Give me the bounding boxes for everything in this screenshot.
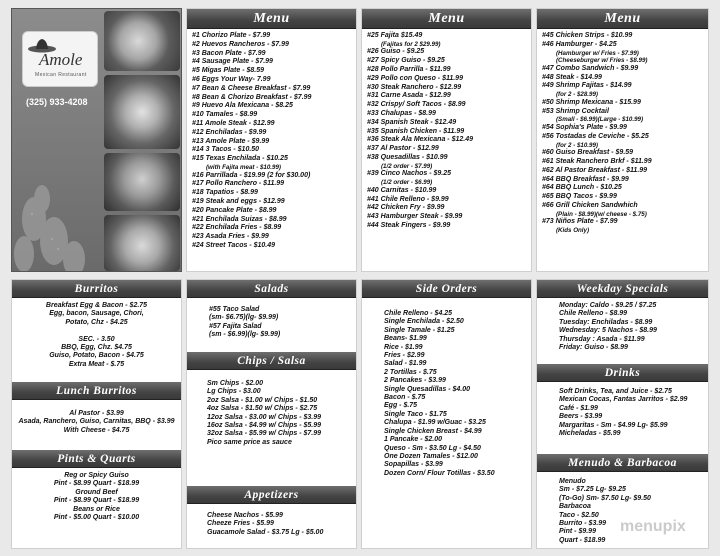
- menu-line: #65 BBQ Tacos - $9.99: [542, 193, 617, 201]
- menu-line: Micheladas - $5.99: [559, 430, 621, 438]
- menu-line: #42 Chicken Fry - $9.99: [367, 204, 445, 212]
- menu-line: #26 Guiso - $9.25: [367, 48, 425, 56]
- menu-line: One Dozen Tamales - $12.00: [384, 452, 478, 460]
- menu-line: (1/2 order - $6.99): [381, 179, 433, 187]
- pints-list: [12, 468, 181, 524]
- menu-line: #49 Shrimp Fajitas - $14.99: [542, 82, 632, 90]
- menu-line: #4 Sausage Plate - $7.99: [192, 58, 273, 66]
- menu-line: Salad - $1.99: [384, 360, 427, 368]
- menu-line: Reg or Spicy Guiso: [64, 472, 129, 479]
- sides-header: Side Orders: [362, 280, 531, 298]
- menu-line: Extra Meat - $.75: [68, 360, 125, 368]
- menu-line: (sm- $6.75)(lg- $9.99): [209, 314, 279, 322]
- food-photo-1: [104, 11, 180, 71]
- menu-line: #17 Pollo Ranchero - $11.99: [192, 180, 285, 188]
- lunch-burritos-header: Lunch Burritos: [12, 382, 181, 400]
- watermark: menupix: [620, 518, 686, 535]
- menu-line: Chile Relleno - $4.25: [384, 310, 453, 317]
- appetizers-header: Appetizers: [187, 486, 356, 504]
- menu-line: (1/2 order - $7.99): [381, 162, 433, 170]
- menu-line: #22 Enchilada Fries - $8.99: [192, 224, 282, 232]
- menu-line: #15 Texas Enchilada - $10.25: [192, 155, 288, 163]
- menu-line: #56 Tostadas de Ceviche - $5.25: [542, 132, 649, 140]
- salads-header: Salads: [187, 280, 356, 298]
- menu-line: Cheeze Fries - $5.99: [207, 520, 274, 528]
- burritos-list: [12, 298, 181, 382]
- menu-line: Egg - $.75: [384, 402, 418, 410]
- burritos-panel: [11, 279, 182, 549]
- lunch-burritos-list: [12, 400, 181, 450]
- menu-2-list: [362, 29, 531, 231]
- menu-line: #39 Cinco Nachos - $9.25: [367, 170, 452, 178]
- menu-line: Thursday : Asada - $11.99: [559, 335, 645, 343]
- menu-line: #13 Amole Plate - $9.99: [192, 137, 270, 145]
- menu-line: #64 BBQ Breakfast - $9.99: [542, 175, 629, 183]
- menu-line: Pint - $5.00 Quart - $10.00: [53, 514, 140, 522]
- menu-line: #21 Enchilada Suizas - $8.99: [192, 215, 287, 223]
- menu-line: Lg Chips - $3.00: [207, 388, 261, 396]
- menu-line: (Cheeseburger w/ Fries - $8.99): [556, 57, 648, 65]
- menu-line: #19 Steak and eggs - $12.99: [192, 197, 285, 205]
- menu-line: #7 Bean & Cheese Breakfast - $7.99: [192, 84, 311, 92]
- menu-3-list: [537, 29, 708, 235]
- burritos-header: Burritos: [12, 280, 181, 298]
- menu-line: Bacon - $.75: [384, 394, 426, 402]
- menu-line: #3 Bacon Plate - $7.99: [192, 49, 266, 57]
- menu-line: #45 Chicken Strips - $10.99: [542, 32, 633, 39]
- phone-number: (325) 933-4208: [26, 97, 88, 107]
- menu-line: Al Pastor - $3.99: [69, 410, 124, 417]
- menu-line: #35 Spanish Chicken - $11.99: [367, 127, 465, 135]
- menu-3-header: Menu: [537, 9, 708, 29]
- menu-line: [16, 327, 177, 335]
- salads-panel: [186, 279, 357, 549]
- menu-line: Menudo: [559, 478, 586, 485]
- menu-line: Chalupa - $1.99 w/Guac - $3.25: [384, 419, 486, 427]
- menu-line: SEC. - 3.50: [78, 335, 115, 343]
- menu-line: (Fajitas for 2 $29.99): [381, 40, 441, 48]
- menu-line: #10 Tamales - $8.99: [192, 111, 258, 119]
- menu-line: #47 Combo Sandwich - $9.99: [542, 64, 639, 72]
- menu-line: Taco - $2.50: [559, 511, 599, 519]
- menu-line: Burrito - $3.99: [559, 520, 607, 528]
- menu-line: #46 Hamburger - $4.25: [542, 40, 617, 48]
- menu-line: Cheese Nachos - $5.99: [207, 512, 283, 519]
- menu-line: Single Quesadillas - $4.00: [384, 385, 470, 393]
- menu-line: Single Chicken Breast - $4.99: [384, 427, 482, 435]
- menu-line: #12 Enchiladas - $9.99: [192, 128, 267, 136]
- menu-line: 2oz Salsa - $1.00 w/ Chips - $1.50: [207, 396, 318, 404]
- menu-line: #41 Chile Relleno - $9.99: [367, 195, 449, 203]
- menu-line: #5 Migas Plate - $8.59: [192, 67, 264, 75]
- food-photo-2: [104, 75, 180, 149]
- menu-line: #57 Fajita Salad: [209, 322, 262, 330]
- chips-list: [187, 370, 356, 486]
- menu-line: Café - $1.99: [559, 404, 598, 412]
- menu-line: #33 Chalupas - $8.99: [367, 109, 436, 117]
- menu-line: Tuesday: Enchiladas - $8.99: [559, 318, 653, 326]
- menu-line: #64 BBQ Lunch - $10.25: [542, 184, 622, 192]
- menu-line: #24 Street Tacos - $10.49: [192, 241, 276, 249]
- menu-line: #28 Pollo Parrilla - $11.99: [367, 65, 451, 73]
- logo-tagline: Mexican Restaurant: [35, 72, 87, 78]
- menu-line: #20 Pancake Plate - $8.99: [192, 206, 277, 214]
- sides-panel: [361, 279, 532, 549]
- menu-line: #37 Al Pastor - $12.99: [367, 145, 439, 153]
- menu-line: #16 Parrillada - $19.99 (2 for $30.00): [192, 171, 311, 179]
- menu-line: #6 Eggs Your Way- 7.99: [192, 75, 271, 83]
- menu-line: #50 Shrimp Mexicana - $15.99: [542, 98, 641, 106]
- menu-line: #18 Tapatios - $8.99: [192, 189, 258, 197]
- menu-line: #25 Fajita $15.49: [367, 32, 423, 39]
- menu-line: (sm - $6.99)(lg- $9.99): [209, 331, 281, 339]
- menu-line: #61 Steak Ranchero Brkf - $11.99: [542, 157, 652, 165]
- menu-line: Guacamole Salad - $3.75 Lg - $5.00: [207, 528, 324, 536]
- menu-line: Mexican Cocas, Fantas Jarritos - $2.99: [559, 396, 688, 404]
- menu-line: #60 Guiso Breakfast - $9.59: [542, 149, 634, 157]
- menu-line: 16oz Salsa - $4.99 w/ Chips - $5.99: [207, 422, 321, 430]
- menu-line: (To-Go) Sm- $7.50 Lg- $9.50: [559, 494, 651, 502]
- menu-line: Sm Chips - $2.00: [207, 380, 264, 387]
- menu-line: Single Enchilada - $2.50: [384, 318, 464, 326]
- menu-line: Ground Beef: [75, 488, 118, 496]
- menu-line: Rice - $1.99: [384, 343, 423, 351]
- menu-line: #11 Amole Steak - $12.99: [192, 119, 275, 127]
- menu-line: Beans- $1.99: [384, 335, 427, 343]
- menu-line: Friday: Guiso - $8.99: [559, 344, 628, 352]
- menu-line: Pico same price as sauce: [207, 438, 292, 446]
- menu-line: Egg, bacon, Sausage, Chori,: [49, 310, 144, 318]
- menu-line: (Small - $6.99)(Large - $10.99): [556, 116, 644, 124]
- menu-line: #55 Taco Salad: [209, 306, 260, 313]
- drinks-list: [537, 382, 708, 454]
- menu-line: #40 Carnitas - $10.99: [367, 186, 437, 194]
- menu-line: Margaritas - Sm - $4.99 Lg- $5.99: [559, 421, 668, 429]
- menu-line: #44 Steak Fingers - $9.99: [367, 221, 451, 229]
- menu-line: Pint - $8.99 Quart - $18.99: [53, 480, 140, 488]
- menu-line: #73 Niños Plate - $7.99: [542, 218, 618, 226]
- brand-panel: [11, 8, 182, 272]
- pints-header: Pints & Quarts: [12, 450, 181, 468]
- menu-line: Asada, Ranchero, Guiso, Carnitas, BBQ - $3.99: [18, 418, 175, 426]
- logo: [22, 31, 98, 87]
- menu-line: Monday: Caldo - $9.25 / $7.25: [559, 302, 657, 309]
- menu-line: #23 Asada Fries - $9.99: [192, 233, 269, 241]
- menu-1-list: [187, 29, 356, 251]
- menu-line: 4oz Salsa - $1.50 w/ Chips - $2.75: [207, 405, 318, 413]
- menu-line: #27 Spicy Guiso - $9.25: [367, 57, 445, 65]
- food-photo-4: [104, 215, 180, 271]
- weekday-list: [537, 298, 708, 364]
- menu-line: Queso - Sm - $3.50 Lg - $4.50: [384, 444, 481, 452]
- menu-line: #31 Carne Asada - $12.99: [367, 92, 451, 100]
- menu-1-header: Menu: [187, 9, 356, 29]
- appetizers-list: [187, 504, 356, 539]
- menu-line: Potato, Chz - $4.25: [65, 318, 128, 326]
- menu-line: #38 Quesadillas - $10.99: [367, 153, 448, 161]
- menu-line: Barbacoa: [559, 503, 591, 511]
- menu-line: Guiso, Potato, Bacon - $4.75: [49, 352, 144, 360]
- menu-line: 1 Pancake - $2.00: [384, 436, 442, 444]
- menu-line: (Plain - $8.99)(w/ cheese - $.75): [556, 210, 647, 218]
- sides-list: [362, 298, 531, 480]
- menu-line: Sopapillas - $3.99: [384, 461, 443, 469]
- menu-line: Single Taco - $1.75: [384, 410, 447, 418]
- chips-header: Chips / Salsa: [187, 352, 356, 370]
- menu-line: #29 Pollo con Queso - $11.99: [367, 74, 463, 82]
- menu-line: #30 Steak Ranchero - $12.99: [367, 83, 462, 91]
- menudo-header: Menudo & Barbacoa: [537, 454, 708, 472]
- menu-line: (for 2 - $28.99): [556, 91, 598, 99]
- menu-line: #53 Shrimp Cocktail: [542, 107, 609, 115]
- drinks-header: Drinks: [537, 364, 708, 382]
- salads-list: [187, 298, 356, 352]
- menu-line: Fries - $2.99: [384, 352, 425, 360]
- menu-line: Pint - $8.99 Quart - $18.99: [53, 497, 140, 505]
- menu-panel-3: [536, 8, 709, 272]
- menu-line: #66 Grill Chicken Sandwhich: [542, 201, 638, 209]
- menu-line: Breakfast Egg & Bacon - $2.75: [45, 302, 148, 309]
- menu-line: (for 2 - $10.99): [556, 141, 598, 149]
- menu-line: #54 Sophia's Plate - $9.99: [542, 123, 627, 131]
- menu-line: (Hamburger w/ Fries - $7.99): [556, 49, 639, 57]
- menu-line: Chile Relleno - $8.99: [559, 310, 628, 318]
- food-photo-3: [104, 153, 180, 211]
- menu-line: 2 Tortillas - $.75: [384, 368, 437, 376]
- weekday-header: Weekday Specials: [537, 280, 708, 298]
- menu-line: Sm - $7.25 Lg- $9.25: [559, 486, 626, 494]
- menu-line: 32oz Salsa - $5.99 w/ Chips - $7.99: [207, 430, 321, 438]
- menu-line: Quart - $18.99: [559, 536, 606, 544]
- menu-line: #36 Steak Ala Mexicana - $12.49: [367, 136, 473, 144]
- menu-line: With Cheese - $4.75: [63, 426, 130, 434]
- menu-panel-1: [186, 8, 357, 272]
- menu-line: 12oz Salsa - $3.00 w/ Chips - $3.99: [207, 413, 321, 421]
- menu-line: #2 Huevos Rancheros - $7.99: [192, 40, 289, 48]
- menu-line: #8 Bean & Chorizo Breakfast - $7.99: [192, 93, 312, 101]
- menu-line: #14 3 Tacos - $10.50: [192, 146, 260, 154]
- menu-line: Beers - $3.99: [559, 413, 603, 421]
- menu-line: #43 Hamburger Steak - $9.99: [367, 213, 463, 221]
- menu-line: Wednesday: 5 Nachos - $8.99: [559, 327, 657, 335]
- menu-line: (with Fajita meat - $10.99): [206, 163, 281, 171]
- menu-line: #32 Crispy/ Soft Tacos - $8.99: [367, 101, 466, 109]
- menu-line: Beans or Rice: [73, 505, 120, 513]
- menu-line: #62 Al Pastor Breakfast - $11.99: [542, 166, 648, 174]
- menu-line: (Kids Only): [556, 227, 590, 235]
- menu-line: #34 Spanish Steak - $12.49: [367, 118, 457, 126]
- menu-2-header: Menu: [362, 9, 531, 29]
- menu-line: Pint - $9.99: [559, 528, 596, 536]
- menu-line: #48 Steak - $14.99: [542, 73, 602, 81]
- menu-line: #9 Huevo Ala Mexicana - $8.25: [192, 102, 293, 110]
- logo-text: Amole: [39, 50, 83, 69]
- menu-line: Soft Drinks, Tea, and Juice - $2.75: [559, 388, 672, 395]
- specials-panel: [536, 279, 709, 549]
- menu-panel-2: [361, 8, 532, 272]
- menu-line: Single Tamale - $1.25: [384, 326, 455, 334]
- menu-line: #1 Chorizo Plate - $7.99: [192, 32, 271, 39]
- menu-line: Dozen Corn/ Flour Totillas - $3.50: [384, 469, 495, 477]
- menu-line: BBQ, Egg, Chz. $4.75: [61, 344, 132, 352]
- menu-line: 2 Pancakes - $3.99: [384, 377, 446, 385]
